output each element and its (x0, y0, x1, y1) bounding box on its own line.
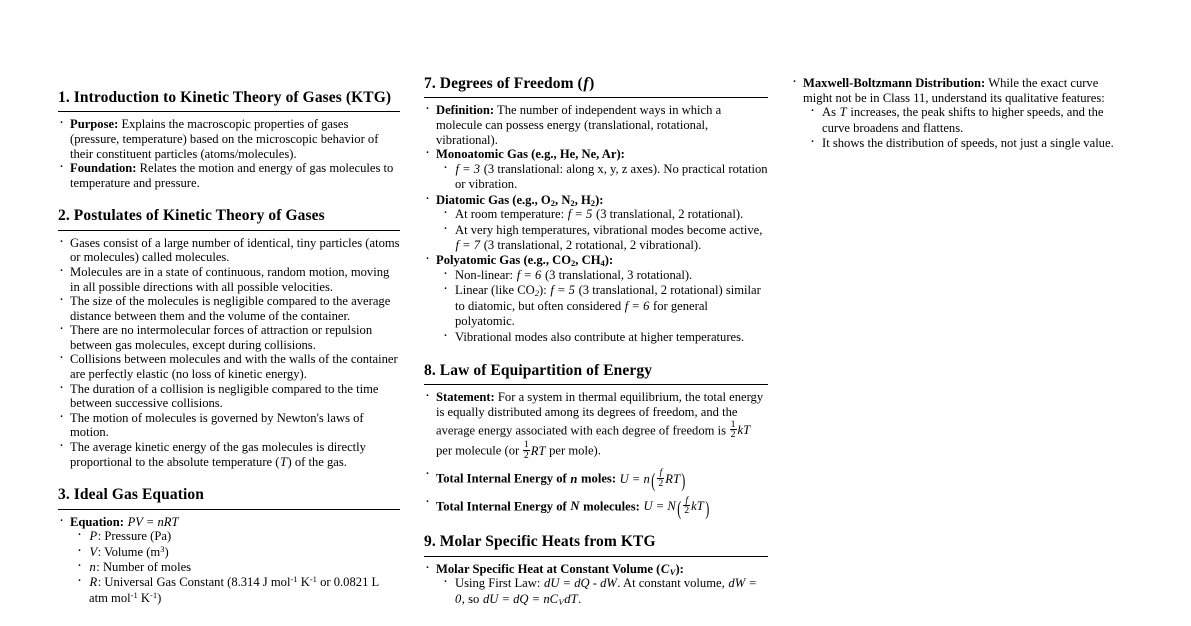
sub-pre: As (822, 105, 840, 120)
sub-pre: Non-linear: (455, 267, 517, 282)
fraction-denominator: 2 (658, 477, 664, 489)
section-body (58, 117, 400, 190)
sub-text: (3 translational, 2 rotational). (592, 207, 744, 222)
item-label-post: ): (675, 561, 684, 576)
exponent: -1 (309, 574, 317, 585)
section-ideal-gas-equation (58, 485, 400, 606)
list-item (424, 103, 768, 147)
math-symbol-f: f (583, 75, 589, 92)
list-item (442, 162, 768, 193)
subscript: 2 (534, 288, 540, 299)
fraction-denominator: 2 (523, 450, 529, 462)
fraction-denominator: 2 (730, 429, 736, 441)
heading-text-pre: 7. Degrees of Freedom ( (424, 75, 583, 92)
item-text: Gases consist of a large number of identical, tiny particles (atoms or molecules) called molecules. (70, 235, 400, 265)
list-item (58, 352, 400, 381)
sub-pre: At very high temperatures, vibrational modes become active, (455, 222, 763, 237)
sub-post: increases, the peak shifts to higher speeds, and the curve broadens and flattens. (822, 105, 1104, 135)
fraction-f-over-2 (683, 496, 691, 517)
math-f-equals-6: f = 6 (624, 298, 650, 313)
fraction-f-over-2 (657, 468, 665, 489)
section-body (424, 103, 768, 345)
item-label: Diatomic Gas (e.g., $O_2$, $N_2$, $H_2$): (436, 192, 604, 208)
sub-bullet-list (436, 207, 768, 253)
statement-label: Statement: (436, 390, 495, 405)
left-paren: ( (651, 470, 656, 492)
item-text: The size of the molecules is negligible compared to the average distance between them and the volume of the container. (70, 294, 391, 323)
variable-desc-mid2: K (137, 590, 150, 605)
sub-mid: . At constant volume, (617, 576, 728, 591)
item-label: Monoatomic Gas (e.g., He, Ne, Ar): (436, 147, 625, 162)
list-item (442, 207, 768, 222)
variable-desc-post: or 0.0821 L atm mol (89, 575, 379, 605)
equation-rhs: RT (665, 471, 680, 486)
variable-list (70, 529, 400, 606)
item-label: Foundation: (70, 161, 137, 176)
sub-pre: At room temperature: (455, 207, 568, 222)
math-f-equals-3: f = 3 (455, 161, 481, 176)
section-heading: 3. Ideal Gas Equation (58, 485, 400, 509)
equation-internal-energy-molecules (643, 494, 711, 520)
math-half-rt (522, 439, 546, 462)
sub-post: . (578, 591, 582, 606)
list-item (58, 515, 400, 607)
item-text: There are no intermolecular forces of attraction or repulsion between gas molecules, except during collisions. (70, 323, 373, 352)
sub-text2: for general polyatomic. (455, 298, 708, 329)
sub-bullet-list (803, 105, 1124, 151)
math-symbol-R: R (89, 575, 98, 590)
item-text: Collisions between molecules and with the walls of the container are perfectly elastic (no loss of kinetic energy). (70, 352, 398, 382)
list-item (442, 223, 768, 254)
sub-pre: Using First Law: (455, 576, 544, 591)
section-body (424, 390, 768, 520)
item-text: The average kinetic energy of the gas molecules is directly proportional to the absolute temperature ( (70, 440, 366, 469)
exponent: -1 (290, 574, 298, 585)
subscript: 2 (570, 197, 575, 208)
item-label: Purpose: (70, 117, 119, 132)
math-dt: dT (564, 591, 578, 606)
sub-bullet-list (436, 162, 768, 193)
list-item (58, 117, 400, 161)
subscript: 2 (571, 258, 576, 269)
list-item (424, 562, 768, 607)
list-item (58, 294, 400, 323)
sub-pre: Linear (like CO2): (455, 283, 550, 299)
variable-desc: : Pressure (Pa) (97, 529, 172, 544)
math-symbol-T: T (839, 105, 847, 120)
equation-lhs: U = N (643, 499, 676, 514)
math-symbol-n: n (570, 471, 578, 486)
section-intro-ktg (58, 88, 400, 190)
equation-lhs: U = n (619, 471, 650, 486)
item-text: While the exact curve might not be in Class 11, understand its qualitative features: (803, 76, 1105, 105)
statement-mid: per molecule (or (436, 443, 520, 458)
section-equipartition (424, 361, 768, 520)
statement-end: per mole). (545, 443, 601, 458)
list-item (76, 529, 400, 544)
math-symbol-Cv: C (660, 561, 670, 576)
section-heading: 2. Postulates of Kinetic Theory of Gases (58, 206, 400, 230)
item-text: Explains the macroscopic properties of gases (pressure, temperature) based on the microscopic behavior of their constituent particles (atoms/molecules). (70, 117, 379, 161)
list-item (424, 147, 768, 192)
item-label: Polyatomic Gas (e.g., $CO_2$, $CH_4$): (436, 253, 614, 269)
math-dw-zero: dW = 0 (455, 576, 757, 606)
item-label: Definition: (436, 103, 495, 118)
fraction-numerator: f (659, 466, 663, 478)
list-item (58, 323, 400, 352)
bullet-list (424, 562, 768, 607)
right-paren: ) (681, 470, 686, 492)
subscript-V: V (558, 596, 564, 607)
list-item (424, 494, 768, 520)
math-rt: RT (530, 443, 546, 458)
fraction-numerator: 1 (523, 439, 529, 451)
math-f-equals-7: f = 7 (455, 237, 481, 252)
bullet-list (58, 117, 400, 190)
fraction-numerator: 1 (730, 418, 736, 430)
sub-bullet-list (436, 576, 768, 607)
math-kt: kT (737, 423, 751, 438)
variable-desc: : Universal Gas Constant (8.314 J mol (97, 575, 291, 590)
math-symbol-V: V (89, 544, 98, 559)
list-item (58, 236, 400, 265)
sub-bullet-list (436, 268, 768, 345)
subscript: 2 (550, 197, 556, 208)
variable-desc-mid: K (297, 575, 310, 590)
exponent: 3 (160, 543, 165, 554)
math-symbol-P: P (89, 529, 98, 544)
list-item (791, 76, 1124, 151)
list-item (424, 466, 768, 492)
section-body (58, 515, 400, 607)
sub-text: (3 translational: along x, y, z axes). No practical rotation or vibration. (455, 161, 768, 192)
math-half-kt (729, 418, 751, 441)
sub-text: (3 translational, 2 rotational) similar to diatomic, but often considered (455, 283, 761, 313)
energy-label-pre: Total Internal Energy of (436, 471, 570, 486)
item-text: Molecules are in a state of continuous, random motion, moving in all possible directions with all possible velocities. (70, 264, 390, 294)
energy-label-pre: Total Internal Energy of (436, 499, 570, 514)
variable-desc: : Number of moles (96, 560, 192, 574)
item-text: Relates the motion and energy of gas molecules to temperature and pressure. (70, 161, 394, 190)
math-symbol-n: n (89, 560, 96, 574)
math-symbol-T: T (279, 454, 287, 469)
section-heading (424, 74, 768, 98)
list-item (76, 575, 400, 606)
section-heading: 8. Law of Equipartition of Energy (424, 361, 768, 385)
item-text: The duration of a collision is negligible compared to the time between successive collisions. (70, 381, 379, 411)
variable-desc-end: ) (157, 590, 162, 605)
subscript: 2 (590, 197, 596, 208)
right-paren: ) (705, 498, 710, 520)
list-item (809, 105, 1124, 136)
list-item (424, 193, 768, 254)
section-body (424, 562, 768, 607)
column-middle (420, 0, 785, 607)
bullet-list (791, 76, 1124, 151)
column-right (785, 0, 1191, 151)
list-item (442, 268, 768, 283)
bullet-list (58, 236, 400, 470)
list-item (58, 382, 400, 411)
exponent: -1 (130, 589, 138, 600)
heading-text-post: ) (589, 75, 595, 92)
section-heading: 1. Introduction to Kinetic Theory of Gases (KTG) (58, 88, 400, 112)
section-degrees-of-freedom (424, 74, 768, 345)
subscript: 4 (600, 258, 605, 269)
section-molar-specific-heats (424, 532, 768, 607)
equation-rhs: kT (691, 499, 704, 514)
list-item (424, 253, 768, 345)
list-item (76, 545, 400, 560)
variable-desc: : Volume (m (97, 544, 161, 559)
item-text: The motion of molecules is governed by Newton's laws of motion. (70, 410, 364, 440)
section-body (58, 236, 400, 470)
statement-text: For a system in thermal equilibrium, the total energy is equally distributed among its degrees of freedom, and the average energy associated with each degree of freedom is (436, 390, 764, 438)
item-label: Maxwell-Boltzmann Distribution: (803, 76, 986, 90)
section-heading: 9. Molar Specific Heats from KTG (424, 532, 768, 556)
equation-internal-energy-moles (619, 466, 687, 492)
column-left (0, 0, 420, 606)
list-item (76, 560, 400, 575)
variable-desc-post: ) (164, 544, 169, 559)
math-du-dq: dU = dQ = nC (482, 591, 559, 606)
math-f-equals-5: f = 5 (567, 207, 593, 222)
sub-pre: It shows the distribution of speeds, not just a single value. (822, 136, 1114, 150)
math-f-equals-5: f = 5 (550, 283, 575, 298)
left-paren: ( (677, 498, 682, 520)
math-symbol-N: N (570, 499, 580, 514)
bullet-list (58, 515, 400, 607)
energy-label-post: moles: (577, 471, 617, 486)
list-item (58, 265, 400, 294)
exponent: -1 (150, 589, 158, 600)
fraction-denominator: 2 (684, 505, 690, 517)
math-f-equals-6: f = 6 (516, 267, 542, 282)
fraction-numerator: f (685, 494, 689, 506)
subscript-V: V (669, 566, 676, 577)
list-item (58, 411, 400, 440)
sub-pre: Vibrational modes also contribute at higher temperatures. (455, 329, 745, 344)
equation-pv-nrt: PV = nRT (127, 514, 179, 529)
equation-label: Equation: (70, 514, 124, 529)
list-item (58, 161, 400, 190)
sub-text: (3 translational, 3 rotational). (541, 267, 693, 282)
list-item (58, 440, 400, 469)
sub-text: (3 translational, 2 rotational, 2 vibrational). (480, 237, 702, 252)
bullet-list (424, 103, 768, 345)
item-text: The number of independent ways in which a molecule can possess energy (translational, rotational, vibrational). (436, 103, 722, 147)
energy-label-post: molecules: (579, 499, 640, 514)
item-text: ) of the gas. (287, 454, 347, 469)
list-item (442, 330, 768, 345)
list-item (442, 283, 768, 329)
list-item (442, 576, 768, 607)
bullet-list (424, 390, 768, 520)
section-postulates (58, 206, 400, 469)
item-label-pre: Molar Specific Heat at Constant Volume ( (436, 561, 661, 576)
list-item (809, 136, 1124, 151)
sub-mid2: , so (461, 591, 483, 606)
math-first-law: dU = dQ - dW (544, 576, 617, 591)
fraction-one-half (729, 420, 737, 441)
list-item (424, 390, 768, 461)
